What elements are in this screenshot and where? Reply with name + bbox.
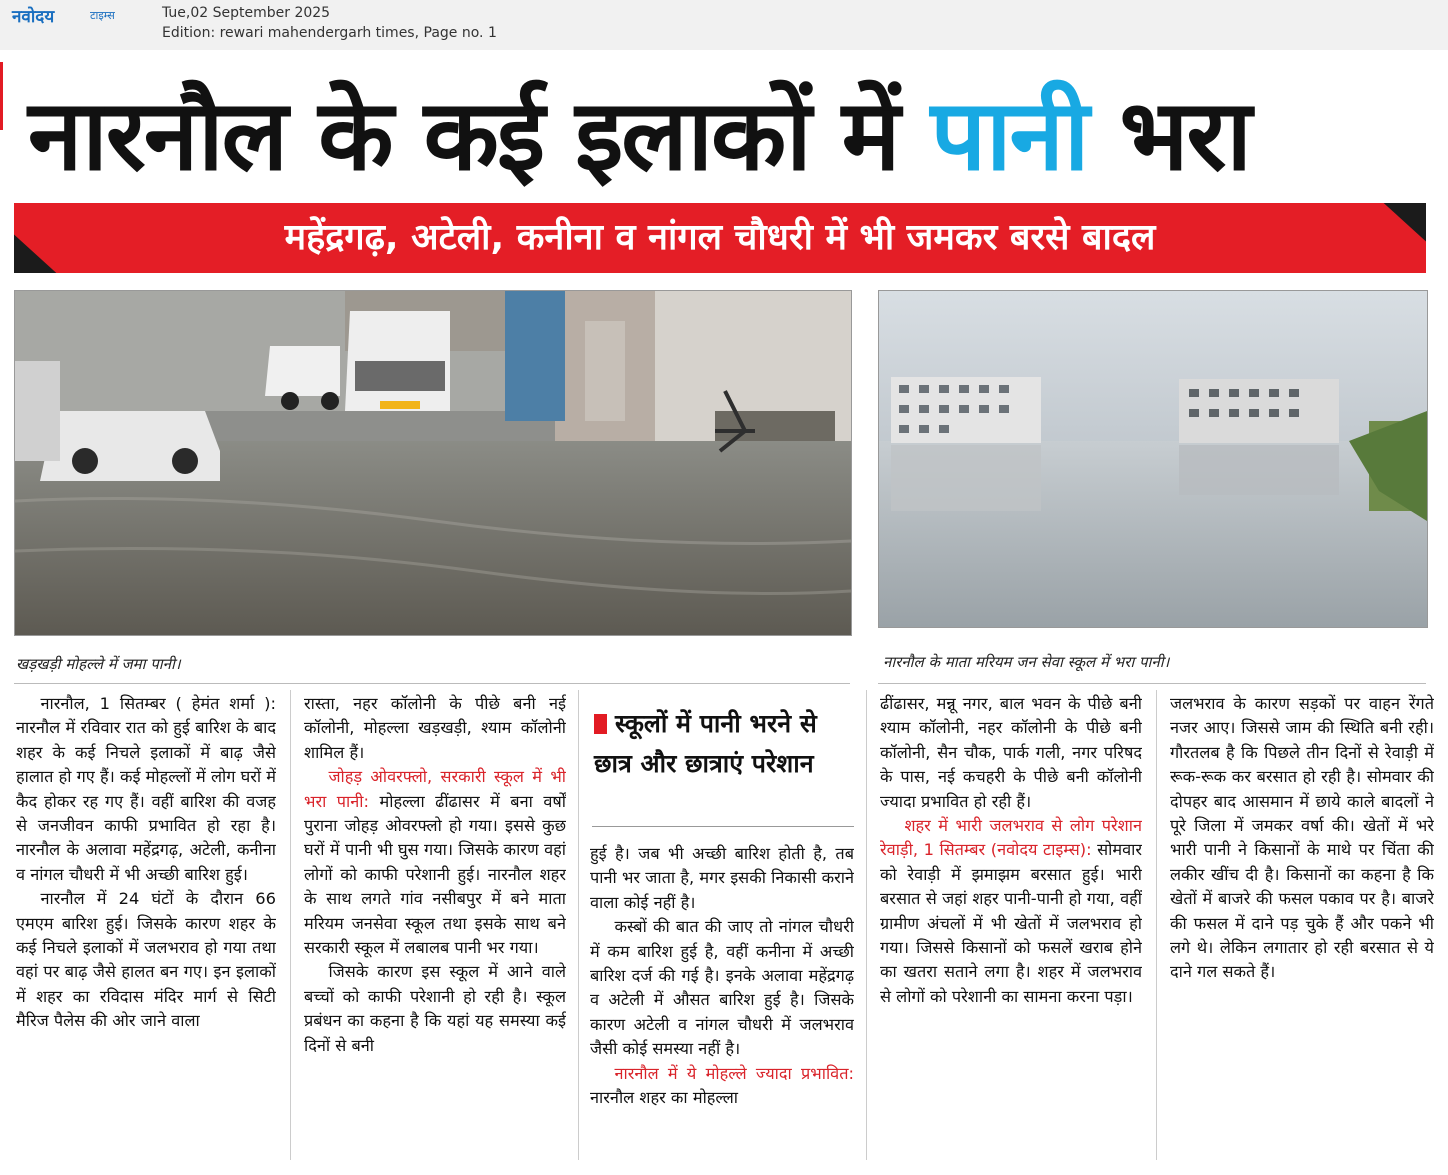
edition-date: Tue,02 September 2025 xyxy=(162,5,331,21)
article-paragraph: ढींढासर, मन्नू नगर, बाल भवन के पीछे बनी श्याम कॉलोनी, नहर कॉलोनी के पीछे बनी कॉलोनी, सैन चौक, पार्क गली, नगर परिषद के पास, नई कचहरी के पीछे बनी कॉलोनी ज्यादा प्रभावित हो रही हैं। xyxy=(880,694,1142,811)
edition-bar xyxy=(0,0,1448,50)
headline-part1: नारनौल के कई इलाकों में xyxy=(28,79,931,193)
article-paragraph: रास्ता, नहर कॉलोनी के पीछे बनी नई कॉलोनी, मोहल्ला खड़खड़ी, श्याम कॉलोनी शामिल हैं। xyxy=(304,694,566,762)
newspaper-logo[interactable] xyxy=(12,4,136,32)
article-paragraph: नारनौल में 24 घंटों के दौरान 66 एमएम बारिश हुई। जिसके कारण शहर के कई निचले इलाकों में जलभराव हो गया तथा वहां पर बाढ़ जैसे हालत बन गए। इन इलाकों में शहर का रविदास मंदिर मार्ग से सिटी मैरिज पैलेस की ओर जाने वाला xyxy=(16,889,276,1031)
article-paragraph: हुई है। जब भी अच्छी बारिश होती है, तब पानी भर जाता है, मगर इसकी निकासी कराने वाला कोई नहीं है। xyxy=(590,844,854,912)
red-square-bullet-icon xyxy=(594,714,607,734)
main-headline xyxy=(28,72,1428,200)
article-paragraph xyxy=(880,814,1142,1009)
box-headline-rule xyxy=(592,826,854,827)
column-divider xyxy=(1156,690,1157,1160)
article-paragraph: जलभराव के कारण सड़कों पर वाहन रेंगते नजर आए। जिससे जाम की स्थिति बनी रही। गौरतलब है कि पिछले तीन दिनों से रेवाड़ी में रूक-रूक कर बरसात हो रही है। सोमवार की दोपहर बाद आसमान में छाये काले बादलों ने पूरे जिला में जमकर वर्षा की। खेतों में भरे भारी पानी ने किसानों के माथे पर चिंता की लकीर खींच दी है। किसानों का कहना है कि खेतों में बाजरे की फसल पकाव पर है। बाजरे की फसल में दाने पड़ चुके हैं और पकने भी लगे थे। लेकिन लगातार हो रही बरसात से ये दाने गल सकते हैं। xyxy=(1170,694,1434,982)
article-subhead: शहर में भारी जलभराव से लोग परेशान रेवाड़ी, 1 सितम्बर (नवोदय टाइम्स): xyxy=(880,816,1142,860)
flooded-school-photo xyxy=(878,290,1428,628)
flooded-street-photo xyxy=(14,290,852,636)
article-text: नारनौल शहर का मोहल्ला xyxy=(590,1088,739,1108)
article-text: सोमवार को रेवाड़ी में झमाझम बरसात हुई। भारी बरसात से जहां शहर पानी-पानी हो गया, वहीं ग्रामीण अंचलों में भी खेतों में जलभराव हो गया। जिससे किसानों को फसलें खराब होने का खतरा सताने लगा है। शहर में जलभराव से लोगों को परेशानी का सामना करना पड़ा। xyxy=(880,840,1142,1006)
column-divider xyxy=(578,690,579,1160)
article-column-2 xyxy=(304,692,566,1172)
box-headline xyxy=(594,704,854,784)
article-column-1 xyxy=(16,692,276,1172)
article-column-5 xyxy=(1170,692,1434,1172)
caption-rule-right xyxy=(878,683,1426,684)
column-divider xyxy=(290,690,291,1160)
article-paragraph xyxy=(304,765,566,960)
article-subhead: जोहड़ ओवरफ्लो, सरकारी स्कूल में भी भरा पानी: xyxy=(304,767,566,811)
article-text: मोहल्ला ढींढासर में बना वर्षों पुराना जोहड़ ओवरफ्लो हो गया। इससे कुछ घरों में पानी भी घुस गया। जिसके कारण वहां लोगों को काफी परेशानी हुई। नारनौल शहर के साथ लगते गांव नसीबपुर में बने माता मरियम जनसेवा स्कूल तथा इसके साथ बने सरकारी स्कूल में लबालब पानी भर गया। xyxy=(304,791,566,958)
article-paragraph xyxy=(590,1062,854,1111)
edition-info: Edition: rewari mahendergarh times, Page no. 1 xyxy=(162,25,497,41)
article-paragraph: जिसके कारण इस स्कूल में आने वाले बच्चों को काफी परेशानी हो रही है। स्कूल प्रबंधन का कहना है कि यहां यह समस्या कई दिनों से बनी xyxy=(304,962,566,1055)
headline-part2: भरा xyxy=(1087,79,1250,193)
logo-main-text: नवोदय xyxy=(12,7,55,27)
left-photo-caption: खड़खड़ी मोहल्ले में जमा पानी। xyxy=(16,655,181,673)
article-column-3 xyxy=(590,842,854,1162)
article-paragraph: नारनौल, 1 सितम्बर ( हेमंत शर्मा ): नारनौल में रविवार रात को हुई बारिश के बाद शहर के कई निचले इलाकों में बाढ़ जैसे हालात हो गए हैं। कई मोहल्लों में लोग घरों में कैद होकर रह गए हैं। वहीं बारिश की वजह से जनजीवन काफी प्रभावित हो रहा है। नारनौल के अलावा महेंद्रगढ़, अटेली, कनीना व नांगल चौधरी में भी अच्छी बारिश हुई। xyxy=(16,694,276,884)
subheadline-text: महेंद्रगढ़, अटेली, कनीना व नांगल चौधरी में भी जमकर बरसे बादल xyxy=(284,217,1156,258)
headline-highlight: पानी xyxy=(930,79,1088,193)
right-photo-caption: नारनौल के माता मरियम जन सेवा स्कूल में भरा पानी। xyxy=(883,653,1170,671)
box-headline-text: स्कूलों में पानी भरने से छात्र और छात्राएं परेशान xyxy=(594,709,817,778)
page-marker xyxy=(0,62,3,130)
article-subhead: नारनौल में ये मोहल्ले ज्यादा प्रभावित: xyxy=(614,1063,854,1083)
article-column-4 xyxy=(880,692,1142,1172)
article-paragraph: कस्बों की बात की जाए तो नांगल चौधरी में कम बारिश हुई है, वहीं कनीना में अच्छी बारिश दर्ज की गई है। इनके अलावा महेंद्रगढ़ व अटेली में औसत बारिश हुई है। जिसके कारण अटेली व नांगल चौधरी में जलभराव जैसी कोई समस्या नहीं है। xyxy=(590,917,854,1059)
column-divider xyxy=(866,690,867,1160)
logo-sub-text: टाइम्स xyxy=(90,9,115,22)
caption-rule-left xyxy=(14,683,850,684)
